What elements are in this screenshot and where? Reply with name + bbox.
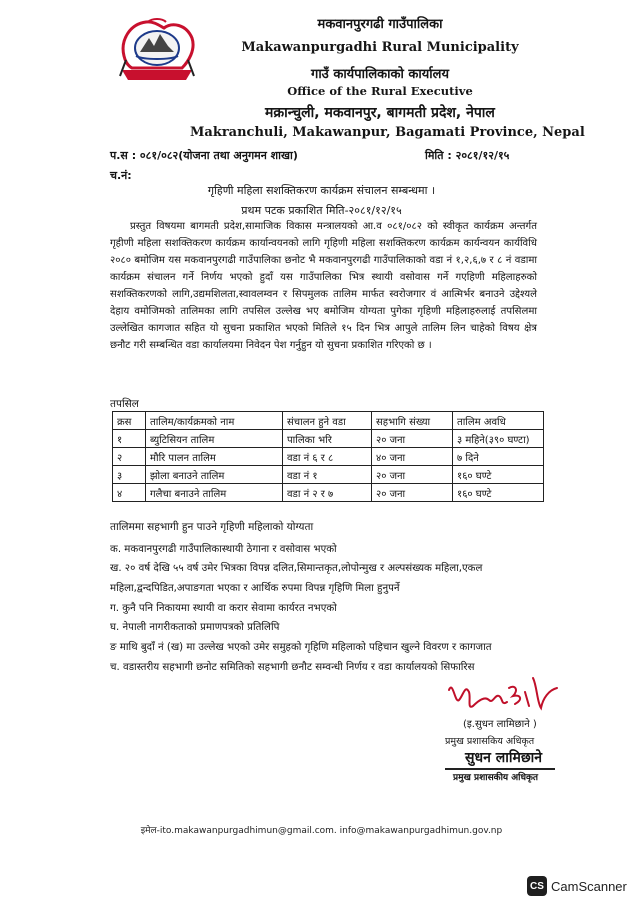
office-name-en: Makawanpurgadhi Rural Municipality <box>241 40 519 55</box>
cell-sn: ४ <box>113 484 146 502</box>
handwritten-signature <box>445 670 565 720</box>
cell-sn: २ <box>113 448 146 466</box>
official-stamp <box>445 748 555 783</box>
cell-training: गलैचा बनाउने तालिम <box>146 484 283 502</box>
table-row <box>113 430 544 448</box>
cell-duration: १६० घण्टे <box>453 466 544 484</box>
table-row <box>113 484 544 502</box>
cell-sn: १ <box>113 430 146 448</box>
cell-training: ब्युटिसियन तालिम <box>146 430 283 448</box>
cell-ward: वडा नं २ र ७ <box>283 484 372 502</box>
cell-ward: वडा नं १ <box>283 466 372 484</box>
eligibility-item: ग. कुनै पनि निकायमा स्थायी वा करार सेवामा कार्यरत नभएको <box>110 603 337 614</box>
col-header-sn: क्रस <box>113 412 146 430</box>
camscanner-label: CamScanner <box>551 878 627 894</box>
cell-ward: पालिका भरि <box>283 430 372 448</box>
publication-date-line: प्रथम पटक प्रकाशित मिति-२०८१/१२/१५ <box>241 204 402 217</box>
letter-date: मिति : २०८१/१२/१५ <box>425 149 510 162</box>
cell-participants: २० जना <box>372 430 453 448</box>
cell-duration: ७ दिने <box>453 448 544 466</box>
eligibility-item: ङ माथि बुदाँ नं (ख) मा उल्लेख भएको उमेर समुहको गृहिणि महिलाको पहिचान खुल्ने विवरण र कागजात <box>110 642 492 653</box>
eligibility-title: तालिममा सहभागी हुन पाउने गृहिणी महिलाको योग्यता <box>110 521 314 533</box>
eligibility-item: घ. नेपाली नागरीकताको प्रमाणपत्रको प्रतिलिपि <box>110 622 280 633</box>
tapsil-label: तपसिल <box>110 398 139 410</box>
executive-office-en: Office of the Rural Executive <box>287 84 473 98</box>
table-row <box>113 466 544 484</box>
signatory-title: प्रमुख प्रशासकिय अधिकृत <box>445 736 535 747</box>
body-paragraph: प्रस्तुत विषयमा बागमती प्रदेश,सामाजिक विकास मन्त्रालयको आ.व ०८१/०८२ को स्वीकृत कार्यक्रम अन्तर्गत गृहीणी महिला सशक्तिकरण कार्यक्रम कार्यान्वयनको लागि गृहिणी महिला सशक्तिकरण कार्यक्रम कार्यन्वयन कार्यविधि २०८० बमोजिम यस मकवानपुरगढी गाउँपालिका छनोट भै मकवानपुरगढी गाउँपालिकाको वडा नं १,२,६,७ र ८ नं वडामा कार्यक्रम संचालन गर्ने निर्णय भएको हुदाँ यस गाउँपालिका भित्र स्थायी वसोवास गर्ने गएहिणी महिलाहरुको सशक्तिकरणको लागि,उद्यमशिलता,स्वावलम्वन र सिपमुलक तालिम मार्फत स्वरोजगार वं आत्मिर्भर बनाउने उद्देश्यले देहाय वमोजिमको तालिमका लागि तपसिल उल्लेख भए बमोजिम योग्यता पुगेका गृहिणी महिलाहरुलाई तपसिलमा उल्लेखित कागजात सहित यो सुचना प्रकाशित भएको मितिले १५ दिन भित्र आपुले तालिम लिन चाहेको विषय क्षेत्र छनौट गरी सम्बन्धित वडा कार्यालयमा निवेदन पेश गर्नुहुन यो सुचना प्रकाशित गरिएको छ । <box>110 221 537 351</box>
col-header-ward: संचालन हुने वडा <box>283 412 372 430</box>
eligibility-item-continued: महिला,द्वन्दपिडित,अपाङगता भएका र आर्थिक रुपमा विपन्न गृहिणि मिला हुनुपर्ने <box>110 583 400 594</box>
cell-ward: वडा नं ६ र ८ <box>283 448 372 466</box>
stamp-title: प्रमुख प्रशासकीय अधिकृत <box>445 768 555 783</box>
table-row <box>113 448 544 466</box>
executive-office-np: गाउँ कार्यपालिकाको कार्यालय <box>311 67 449 82</box>
cell-duration: ३ महिने(३९० घण्टा) <box>453 430 544 448</box>
camscanner-logo-icon: CS <box>527 876 547 896</box>
cell-training: मौरि पालन तालिम <box>146 448 283 466</box>
col-header-training: तालिम/कार्यक्रमको नाम <box>146 412 283 430</box>
stamp-name: सुधन लामिछाने <box>465 750 543 766</box>
training-table <box>112 411 544 502</box>
reference-number: प.स : ०८१/०८२(योजना तथा अनुगमन शाखा) <box>110 149 298 162</box>
nepal-emblem-icon <box>116 16 198 86</box>
address-np: मक्रान्चुली, मकवानपुर, बागमती प्रदेश, नेपाल <box>265 105 495 121</box>
cell-training: झोला बनाउने तालिम <box>146 466 283 484</box>
cell-participants: २० जना <box>372 484 453 502</box>
signatory-name: (इ.सुधन लामिछाने ) <box>463 719 537 730</box>
cell-participants: ४० जना <box>372 448 453 466</box>
eligibility-item: क. मकवानपुरगढी गाउँपालिकास्थायी ठेगाना र वसोवास भएको <box>110 544 337 555</box>
cell-participants: २० जना <box>372 466 453 484</box>
address-en: Makranchuli, Makawanpur, Bagamati Province, Nepal <box>190 125 585 140</box>
col-header-participants: सहभागि संख्या <box>372 412 453 430</box>
cell-sn: ३ <box>113 466 146 484</box>
subject-line: गृहिणी महिला सशक्तिकरण कार्यक्रम संचालन सम्बन्धमा । <box>207 184 436 197</box>
eligibility-item: ख. २० वर्ष देखि ५५ वर्ष उमेर भित्रका विपन्न दलित,सिमान्तकृत,लोपोन्मुख र अल्पसंख्यक महिला,एकल <box>110 563 483 574</box>
office-name-np: मकवानपुरगढी गाउँपालिका <box>317 17 443 32</box>
table-header-row <box>113 412 544 430</box>
col-header-duration: तालिम अवधि <box>453 412 544 430</box>
dispatch-number: च.नं: <box>110 169 132 182</box>
eligibility-item: च. वडास्तरीय सहभागी छनोट समितिको सहभागी छनौट सम्वन्धी निर्णय र वडा कार्यालयको सिफारिस <box>110 662 475 673</box>
camscanner-watermark <box>527 876 627 896</box>
footer-email: इमेल-ito.makawanpurgadhimun@gmail.com. info@makawanpurgadhimun.gov.np <box>140 826 503 836</box>
cell-duration: १६० घण्टे <box>453 484 544 502</box>
